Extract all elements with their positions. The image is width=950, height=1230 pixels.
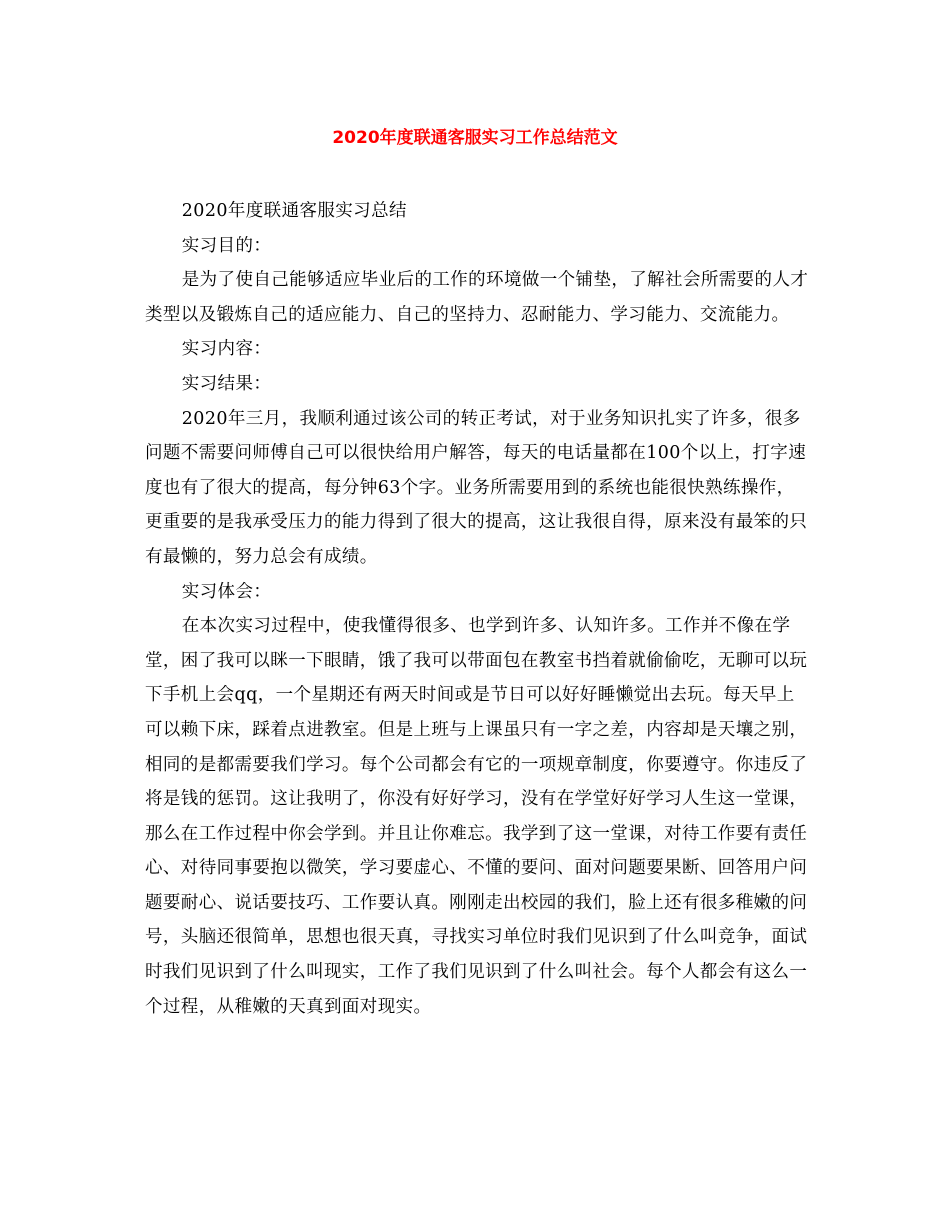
paragraph-experience-label: 实习体会：: [181, 581, 272, 602]
paragraph-content-label: 实习内容：: [181, 339, 272, 360]
paragraph-heading: 2020年度联通客服实习总结: [181, 201, 407, 221]
document-title: 2020年度联通客服实习工作总结范文: [332, 128, 618, 148]
paragraph-purpose: 是为了使自己能够适应毕业后的工作的环境做一个铺垫，了解社会所需要的人才类型以及锻炼自己的适应能力、自己的坚持力、忍耐能力、学习能力、交流能力。: [145, 270, 809, 325]
paragraph-result: 2020年三月，我顺利通过该公司的转正考试，对于业务知识扎实了许多，很多问题不需要问师傅自己可以很快给用户解答，每天的电话量都在100个以上，打字速度也有了很大的提高，每分钟63个字。业务所需要用到的系统也能很快熟练操作，更重要的是我承受压力的能力得到了很大的提高，这让我很自得，原来没有最笨的只有最懒的，努力总会有成绩。: [145, 408, 808, 567]
paragraph-result-label: 实习结果：: [181, 373, 272, 394]
paragraph-purpose-label: 实习目的：: [181, 235, 272, 256]
document-body: [145, 194, 810, 1024]
paragraph-experience: 在本次实习过程中，使我懂得很多、也学到许多、认知许多。工作并不像在学堂，困了我可以眯一下眼睛，饿了我可以带面包在教室书挡着就偷偷吃，无聊可以玩下手机上会qq，一个星期还有两天时间或是节日可以好好睡懒觉出去玩。每天早上可以赖下床，踩着点进教室。但是上班与上课虽只有一字之差，内容却是天壤之别，相同的是都需要我们学习。每个公司都会有它的一项规章制度，你要遵守。你违反了将是钱的惩罚。这让我明了，你没有好好学习，没有在学堂好好学习人生这一堂课，那么在工作过程中你会学到。并且让你难忘。我学到了这一堂课，对待工作要有责任心、对待同事要抱以微笑，学习要虚心、不懂的要问、面对问题要果断、回答用户问题要耐心、说话要技巧、工作要认真。刚刚走出校园的我们，脸上还有很多稚嫩的问号，头脑还很简单，思想也很天真，寻找实习单位时我们见识到了什么叫竞争，面试时我们见识到了什么叫现实，工作了我们见识到了什么叫社会。每个人都会有这么一个过程，从稚嫩的天真到面对现实。: [145, 616, 808, 1017]
